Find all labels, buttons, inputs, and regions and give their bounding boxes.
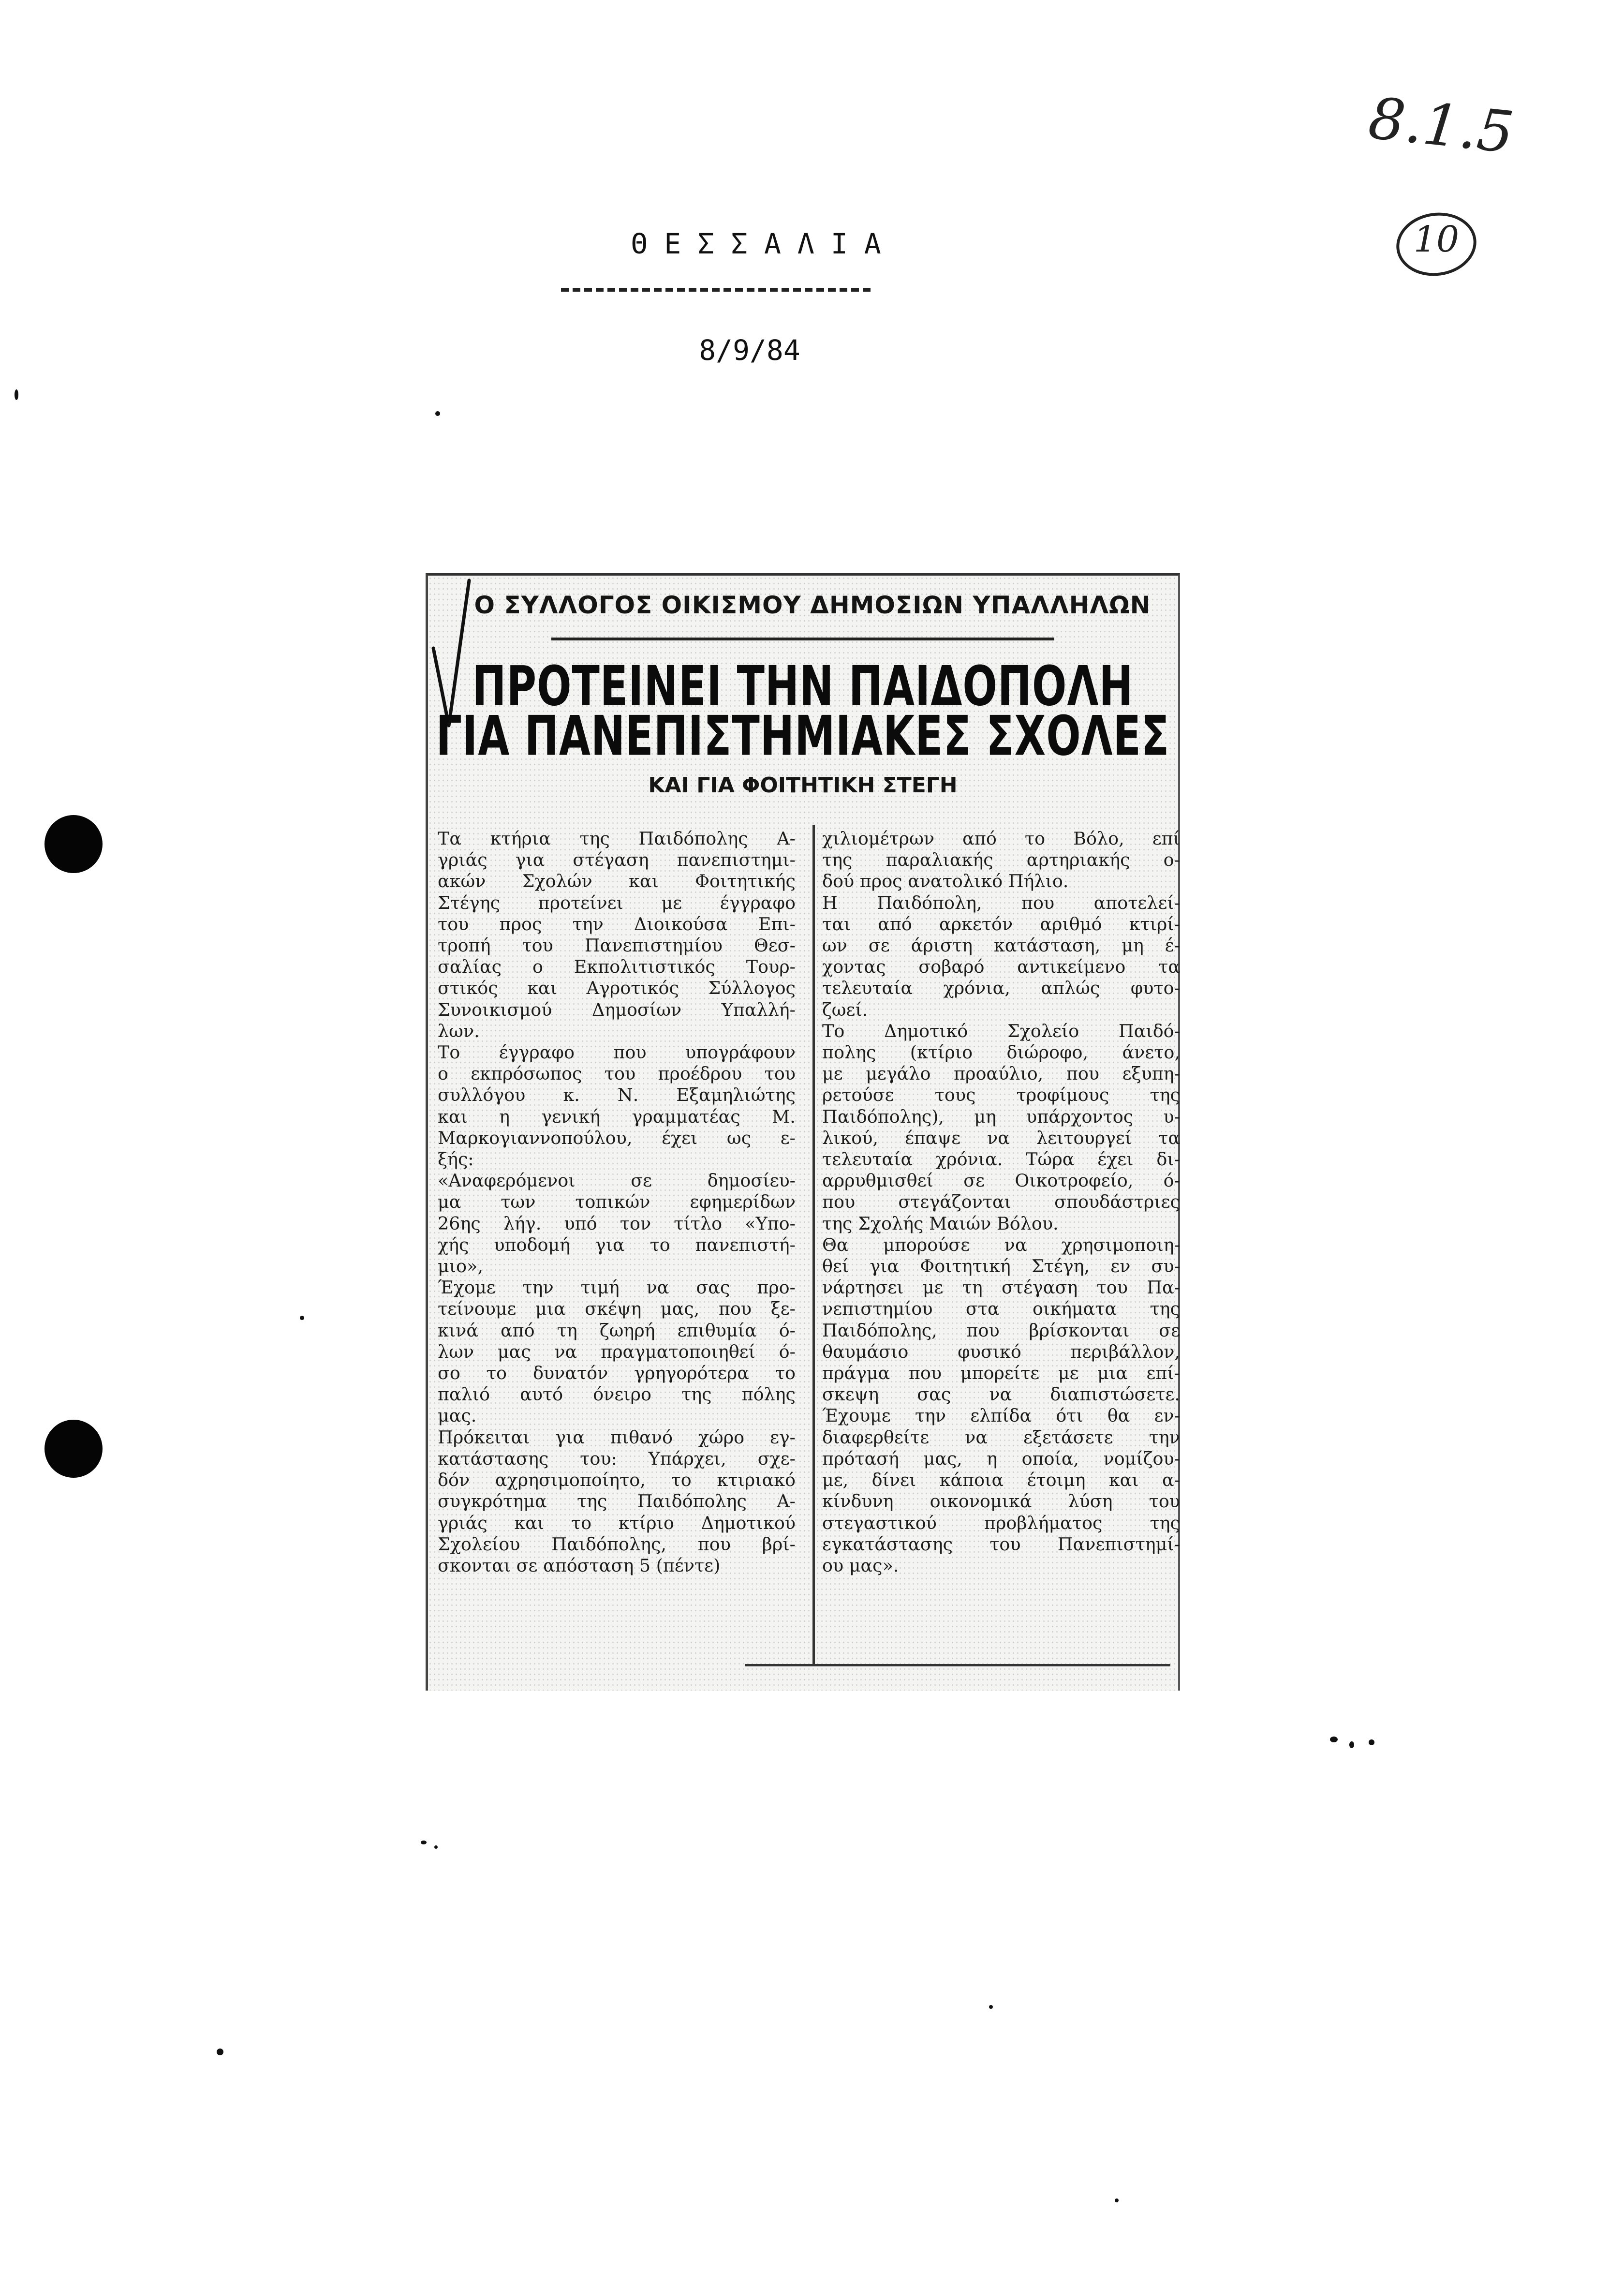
article-line: Το έγγραφο που υπογράφουν <box>438 1042 796 1063</box>
article-line: νάρτησει με τη στέγαση του Πα- <box>822 1277 1180 1298</box>
article-line: Συνοικισμού Δημοσίων Υπαλλή- <box>438 999 796 1020</box>
scan-speck <box>434 1845 438 1849</box>
article-line: με μεγάλο προαύλιο, που εξυπη- <box>822 1063 1180 1084</box>
article-line: ου μας». <box>822 1555 899 1576</box>
article-line: λικού, έπαψε να λειτουργεί τα <box>822 1127 1180 1148</box>
article-line: τροπή του Πανεπιστημίου Θεσ- <box>438 935 796 956</box>
article-line: ται από αρκετόν αριθμό κτιρί- <box>822 913 1180 935</box>
scan-speck <box>300 1316 304 1320</box>
article-line: κίνδυνη οικονομικά λύση του <box>822 1491 1180 1512</box>
article-line: πολης (κτίριο διώροφο, άνετο, <box>822 1042 1180 1063</box>
scan-speck <box>1369 1739 1374 1745</box>
article-line: με, δίνει κάποια έτοιμη και α- <box>822 1470 1180 1491</box>
article-line: τελευταία χρόνια. Τώρα έχει δι- <box>822 1149 1180 1170</box>
article-line: Έχομε την τιμή να σας προ- <box>438 1277 796 1298</box>
article-line: Το Δημοτικό Σχολείο Παιδό- <box>822 1020 1180 1041</box>
title-underline <box>561 288 871 292</box>
article-line: διαφερθείτε να εξετάσετε την <box>822 1426 1180 1448</box>
article-line: Μαρκογιαννοπούλου, έχει ως ε- <box>438 1127 796 1148</box>
column-divider <box>812 825 815 1666</box>
article-line: δού προς ανατολικό Πήλιο. <box>822 871 1069 892</box>
scan-speck <box>989 2005 993 2009</box>
circled-page-number <box>1393 208 1480 281</box>
headline-line-1: ΠΡΟΤΕΙΝΕΙ ΤΗΝ ΠΑΙΔΟΠΟΛΗ <box>472 654 1134 718</box>
scan-speck <box>421 1841 427 1844</box>
punch-hole-bottom <box>44 1420 103 1478</box>
article-line: γριάς και το κτίριο Δημοτικού <box>438 1512 796 1533</box>
scan-speck <box>435 411 440 416</box>
article-line: της Σχολής Μαιών Βόλου. <box>822 1213 1059 1234</box>
article-line: θεί για Φοιτητική Στέγη, εν συ- <box>822 1256 1180 1277</box>
article-line: ζωεί. <box>822 999 868 1020</box>
article-kicker: Ο ΣΥΛΛΟΓΟΣ ΟΙΚΙΣΜΟΥ ΔΗΜΟΣΙΩΝ ΥΠΑΛΛΗΛΩΝ <box>474 591 1151 619</box>
article-line: κατάστασης του: Υπάρχει, σχε- <box>438 1448 796 1469</box>
article-line: χοντας σοβαρό αντικείμενο τα <box>822 956 1180 978</box>
article-line: συγκρότημα της Παιδόπολης Α- <box>438 1491 796 1512</box>
article-line: τελευταία χρόνια, απλώς φυτο- <box>822 978 1180 999</box>
article-line: Παιδόπολης), μη υπάρχοντος υ- <box>822 1106 1180 1127</box>
article-subhead: ΚΑΙ ΓΙΑ ΦΟΙΤΗΤΙΚΗ ΣΤΕΓΗ <box>648 773 958 798</box>
article-line: σο το δυνατόν γρηγορότερα το <box>438 1363 796 1384</box>
article-line: ο εκπρόσωπος του προέδρου του <box>438 1063 796 1084</box>
clipping-bottom-edge <box>745 1664 1170 1666</box>
article-line: Θα μπορούσε να χρησιμοποιη- <box>822 1234 1180 1255</box>
article-line: μιο», <box>438 1256 483 1277</box>
article-column-right <box>822 828 1180 1576</box>
article-line: γριάς για στέγαση πανεπιστημι- <box>438 849 796 871</box>
article-line: κινά από τη ζωηρή επιθυμία ό- <box>438 1320 796 1341</box>
article-line: Τα κτήρια της Παιδόπολης Α- <box>438 828 796 849</box>
article-line: «Αναφερόμενοι σε δημοσίευ- <box>438 1170 796 1191</box>
article-line: παλιό αυτό όνειρο της πόλης <box>438 1384 796 1405</box>
headline-line-2: ΓΙΑ ΠΑΝΕΠΙΣΤΗΜΙΑΚΕΣ ΣΧΟΛΕΣ <box>436 704 1170 768</box>
article-line: Έχουμε την ελπίδα ότι θα εν- <box>822 1405 1180 1426</box>
article-line: χής υποδομή για το πανεπιστή- <box>438 1234 796 1255</box>
source-date: 8/9/84 <box>699 334 800 367</box>
article-line: σαλίας ο Εκπολιτιστικός Τουρ- <box>438 956 796 978</box>
article-line: λων μας να πραγματοποιηθεί ό- <box>438 1341 796 1362</box>
article-line: ακών Σχολών και Φοιτητικής <box>438 871 796 892</box>
scan-speck <box>1115 2198 1119 2202</box>
article-column-left <box>438 828 796 1576</box>
article-line: Η Παιδόπολη, που αποτελεί- <box>822 892 1180 913</box>
article-line: τείνουμε μια σκέψη μας, που ξε- <box>438 1298 796 1320</box>
scan-speck <box>1349 1741 1354 1748</box>
article-line: ρετούσε τους τροφίμους της <box>822 1084 1180 1106</box>
article-line: νεπιστημίου στα οικήματα της <box>822 1298 1180 1320</box>
article-line: λων. <box>438 1020 480 1041</box>
article-line: και η γενική γραμματέας Μ. <box>438 1106 796 1127</box>
source-title: ΘΕΣΣΑΛΙΑ <box>631 227 898 260</box>
article-line: Παιδόπολης, που βρίσκονται σε <box>822 1320 1180 1341</box>
article-line: του προς την Διοικούσα Επι- <box>438 913 796 935</box>
article-line: Στέγης προτείνει με έγγραφο <box>438 892 796 913</box>
scan-speck <box>1330 1737 1338 1742</box>
article-line: στικός και Αγροτικός Σύλλογος <box>438 978 796 999</box>
article-line: Πρόκειται για πιθανό χώρο εγ- <box>438 1426 796 1448</box>
article-line: στεγαστικού προβλήματος της <box>822 1512 1180 1533</box>
article-line: εγκατάστασης του Πανεπιστημί- <box>822 1533 1180 1555</box>
article-line: ξής: <box>438 1149 474 1170</box>
article-line: της παραλιακής αρτηριακής ο- <box>822 849 1180 871</box>
article-line: μας. <box>438 1405 477 1426</box>
article-line: αρρυθμισθεί σε Οικοτροφείο, ό- <box>822 1170 1180 1191</box>
handwritten-date: 8.1.5 <box>1365 84 1517 166</box>
kicker-rule <box>551 638 1054 640</box>
article-line: 26ης λήγ. υπό τον τίτλο «Υπο- <box>438 1213 796 1234</box>
article-line: πρότασή μας, η οποία, νομίζου- <box>822 1448 1180 1469</box>
article-line: χιλιομέτρων από το Βόλο, επί <box>822 828 1180 849</box>
scan-speck <box>217 2049 223 2055</box>
article-line: μα των τοπικών εφημερίδων <box>438 1191 796 1213</box>
article-line: θαυμάσιο φυσικό περιβάλλον, <box>822 1341 1180 1362</box>
article-line: σκεψη σας να διαπιστώσετε. <box>822 1384 1180 1405</box>
scan-speck <box>15 389 18 400</box>
article-line: Σχολείου Παιδόπολης, που βρί- <box>438 1533 796 1555</box>
article-line: που στεγάζονται σπουδάστριες <box>822 1191 1180 1213</box>
punch-hole-top <box>44 815 103 873</box>
article-line: δόν αχρησιμοποίητο, το κτιριακό <box>438 1470 796 1491</box>
circled-number-text: 10 <box>1413 219 1460 260</box>
article-line: ων σε άριστη κατάσταση, μη έ- <box>822 935 1180 956</box>
article-line: σκονται σε απόσταση 5 (πέντε) <box>438 1555 721 1576</box>
article-line: συλλόγου κ. Ν. Εξαμηλιώτης <box>438 1084 796 1106</box>
article-line: πράγμα που μπορείτε με μια επί- <box>822 1363 1180 1384</box>
